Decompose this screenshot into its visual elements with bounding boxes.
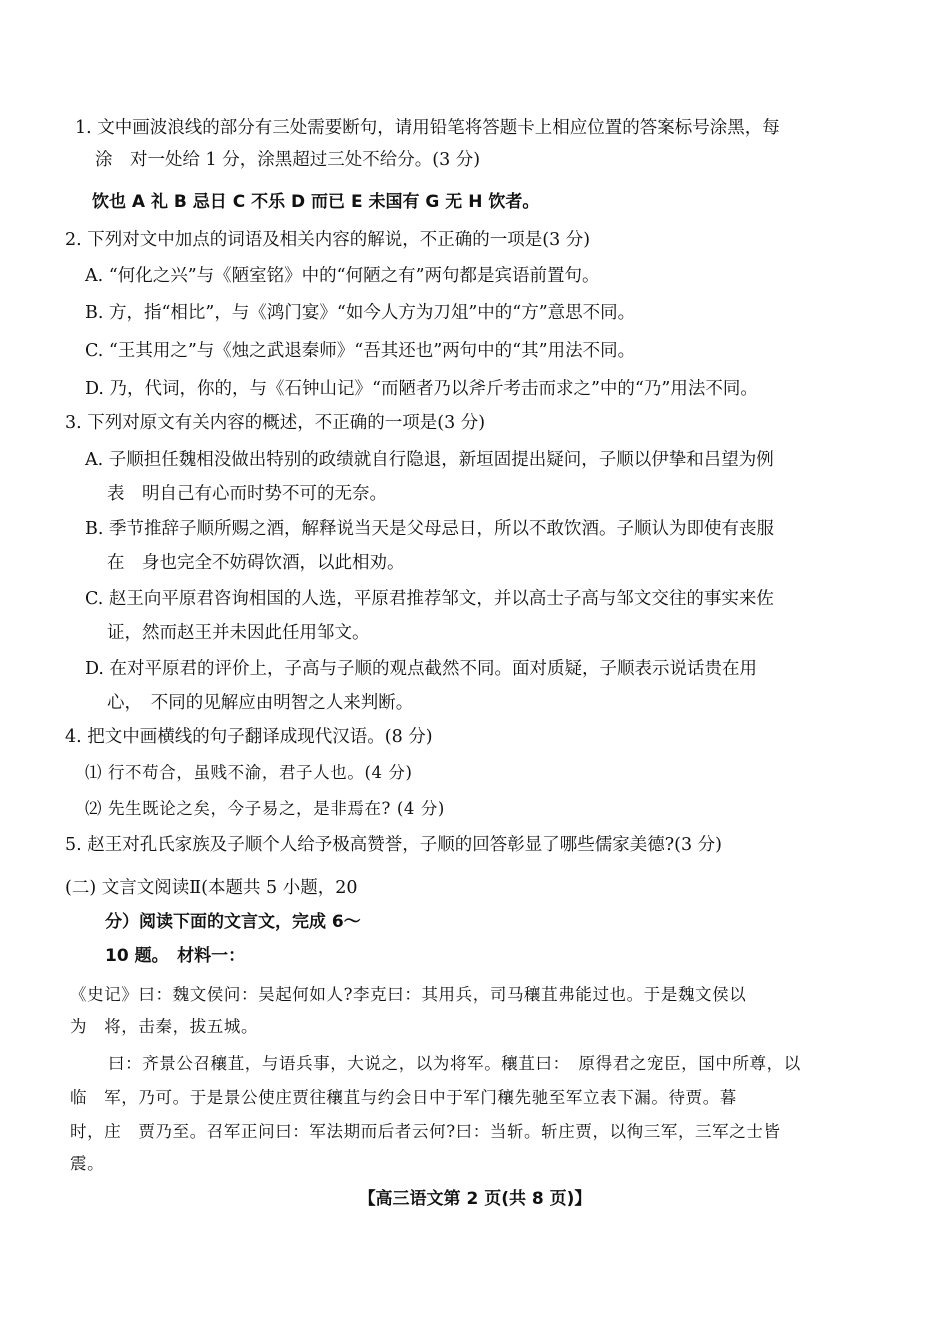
passage-p2-line-1: 曰：齐景公召穰苴，与语兵事，大说之，以为将军。穰苴曰： 原得君之宠臣，国中所尊，以 — [108, 1054, 801, 1073]
q2-option-a: A. “何化之兴”与《陋室铭》中的“何陋之有”两句都是宾语前置句。 — [85, 266, 600, 286]
section2-heading-line-3: 10 题。 材料一： — [105, 946, 246, 966]
page-footer: 【高三语文第 2 页(共 8 页)】 — [358, 1189, 592, 1209]
q4-sentence-1: ⑴ 行不苟合，虽贱不渝，君子人也。(4 分) — [85, 763, 413, 782]
q2-option-d: D. 乃，代词，你的，与《石钟山记》“而陋者乃以斧斤考击而求之”中的“乃”用法不同。 — [85, 379, 758, 399]
q3-option-a-line-2: 表 明自己有心而时势不可的无奈。 — [107, 484, 387, 504]
q3-option-a-line-1: A. 子顺担任魏相没做出特别的政绩就自行隐退，新垣固提出疑问，子顺以伊挚和吕望为例 — [85, 450, 774, 470]
q4-sentence-2: ⑵ 先生既论之矣，今子易之，是非焉在? (4 分) — [85, 799, 445, 818]
q2-option-c: C. “王其用之”与《烛之武退秦师》“吾其还也”两句中的“其”用法不同。 — [85, 341, 636, 361]
q1-passage: 饮也 A 礼 B 忌日 C 不乐 D 而已 E 未国有 G 无 H 饮者。 — [92, 192, 540, 212]
q3-option-d-line-1: D. 在对平原君的评价上，子高与子顺的观点截然不同。面对质疑，子顺表示说话贵在用 — [85, 659, 758, 679]
passage-p1-line-1: 《史记》曰：魏文侯问：吴起何如人?李克曰：其用兵，司马穰苴弗能过也。于是魏文侯以 — [70, 985, 747, 1004]
section2-heading-line-2: 分）阅读下面的文言文，完成 6～ — [105, 912, 361, 932]
passage-p2-line-2: 临 军，乃可。于是景公使庄贾往穰苴与约会日中于军门穰先驰至军立表下漏。待贾。暮 — [70, 1088, 737, 1107]
q3-stem: 3. 下列对原文有关内容的概述，不正确的一项是(3 分) — [65, 413, 486, 433]
q3-option-c-line-2: 证，然而赵王并未因此任用邹文。 — [107, 623, 370, 643]
q3-option-b-line-2: 在 身也完全不妨碍饮酒，以此相劝。 — [107, 553, 405, 573]
q3-option-b-line-1: B. 季节推辞子顺所赐之酒，解释说当天是父母忌日，所以不敢饮酒。子顺认为即使有丧服 — [85, 519, 774, 539]
q1-line-1: 1. 文中画波浪线的部分有三处需要断句，请用铅笔将答题卡上相应位置的答案标号涂黑，每 — [75, 118, 780, 138]
q3-option-c-line-1: C. 赵王向平原君咨询相国的人选，平原君推荐邹文，并以高士子高与邹文交往的事实来佐 — [85, 589, 774, 609]
q4-stem: 4. 把文中画横线的句子翻译成现代汉语。(8 分) — [65, 727, 433, 747]
q5-stem: 5. 赵王对孔氏家族及子顺个人给予极高赞誉，子顺的回答彰显了哪些儒家美德?(3 分) — [65, 835, 722, 855]
q2-stem: 2. 下列对文中加点的词语及相关内容的解说，不正确的一项是(3 分) — [65, 230, 591, 250]
section2-heading-line-1: (二) 文言文阅读Ⅱ(本题共 5 小题，20 — [65, 878, 358, 898]
passage-p2-line-3: 时，庄 贾乃至。召军正问曰：军法期而后者云何?曰：当斩。斩庄贾，以徇三军，三军之士皆 — [70, 1122, 781, 1141]
q1-line-2: 涂 对一处给 1 分，涂黑超过三处不给分。(3 分) — [95, 150, 481, 170]
passage-p2-line-4: 震。 — [70, 1154, 105, 1173]
q2-option-b: B. 方，指“相比”，与《鸿门宴》“如今人方为刀俎”中的“方”意思不同。 — [85, 303, 636, 323]
q3-option-d-line-2: 心， 不同的见解应由明智之人来判断。 — [107, 693, 414, 713]
passage-p1-line-2: 为 将，击秦，拔五城。 — [70, 1017, 259, 1036]
